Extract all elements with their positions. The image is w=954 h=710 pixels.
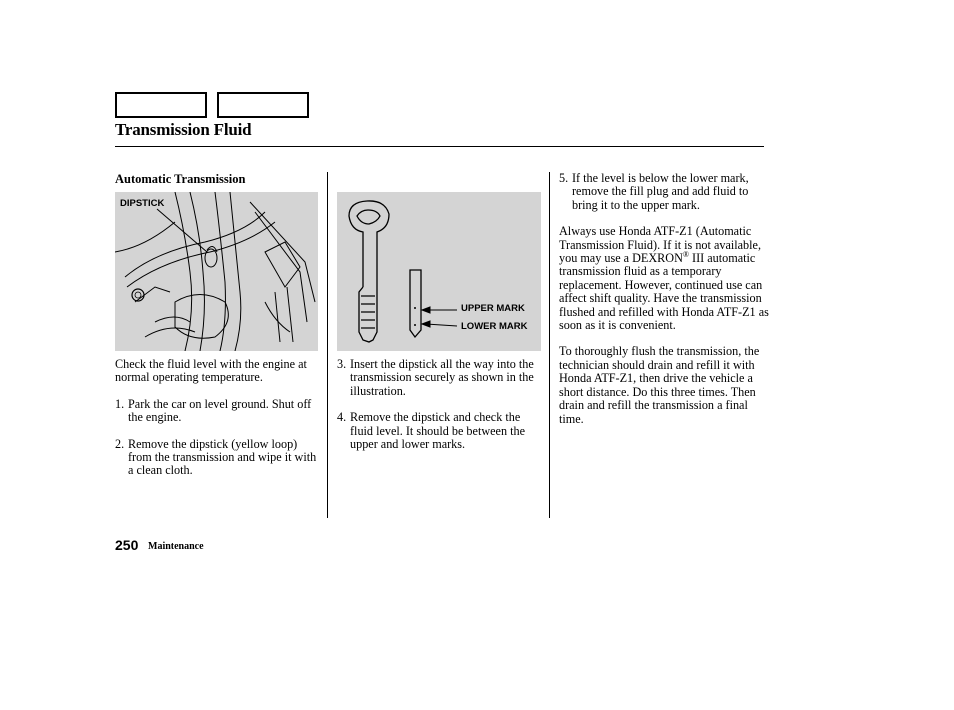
- nav-tab-box-2: [217, 92, 309, 118]
- fluid-paragraph-part1: Always use Honda ATF-Z1 (Automatic Transmission Fluid). If it is not available, you may use a DEXRON: [559, 224, 761, 266]
- dipstick-figure: [337, 192, 541, 351]
- step-4-number: 4.: [337, 410, 347, 425]
- column3-text: [559, 172, 769, 426]
- fluid-recommendation-paragraph: [559, 225, 769, 332]
- title-rule: [115, 146, 764, 147]
- step-3: [337, 358, 542, 398]
- section-name: Maintenance: [148, 541, 204, 552]
- page-number: 250: [115, 537, 139, 553]
- dipstick-label: DIPSTICK: [120, 198, 165, 209]
- step-3-text: Insert the dipstick all the way into the transmission securely as shown in the illustration.: [350, 357, 534, 398]
- step-2-text: Remove the dipstick (yellow loop) from the transmission and wipe it with a clean cloth.: [128, 436, 317, 478]
- fluid-paragraph-part2: III automatic transmission fluid as a temporary replacement. However, continued use can affect shift quality. Have the transmission flushed and refilled with Honda ATF-Z1 as soon as it is convenient.: [559, 251, 769, 333]
- column2-text: [337, 358, 542, 451]
- step-3-number: 3.: [337, 357, 347, 371]
- step-5-number: 5.: [559, 171, 569, 185]
- nav-tab-box-1: [115, 92, 207, 118]
- step-2-number: 2.: [115, 436, 125, 451]
- engine-bay-figure: [115, 192, 318, 351]
- flush-paragraph: To thoroughly flush the transmission, the technician should drain and refill it with Honda ATF-Z1, then drive the vehicle a short distance. Do this three times. Then drain and refill the transmission a final time.: [559, 344, 760, 426]
- step-4-text: Remove the dipstick and check the fluid level. It should be between the upper and lower marks.: [350, 410, 525, 452]
- step-1: [115, 398, 320, 425]
- step-5: [559, 172, 769, 212]
- registered-mark: ®: [682, 249, 689, 259]
- step-4: [337, 411, 542, 451]
- column-divider-2: [549, 172, 550, 518]
- section-subheading: Automatic Transmission: [115, 172, 246, 186]
- column-divider-1: [327, 172, 328, 518]
- upper-mark-label: UPPER MARK: [461, 303, 525, 314]
- column1-text: [115, 358, 320, 478]
- step-1-text: Park the car on level ground. Shut off the engine.: [128, 396, 312, 425]
- step-1-number: 1.: [115, 396, 125, 411]
- step-2: [115, 438, 320, 478]
- page-title: Transmission Fluid: [115, 120, 252, 139]
- lower-mark-label: LOWER MARK: [461, 321, 528, 332]
- intro-paragraph: Check the fluid level with the engine at normal operating temperature.: [115, 357, 307, 385]
- engine-bay-illustration: [115, 192, 318, 351]
- step-5-text: If the level is below the lower mark, remove the fill plug and add fluid to bring it to the upper mark.: [572, 171, 749, 212]
